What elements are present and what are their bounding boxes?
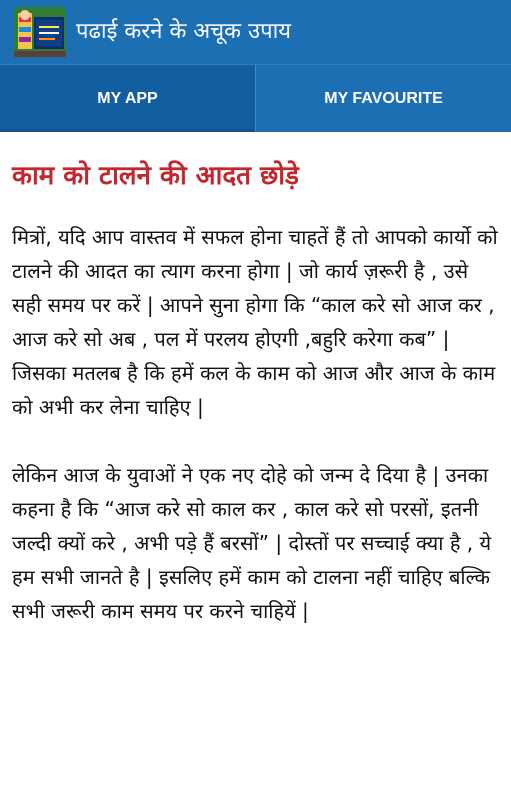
app-bar [0,0,511,64]
app-title: पढाई करने के अचूक उपाय [76,19,292,44]
article-content [0,132,511,800]
tab-bar [0,64,511,132]
article-paragraph: लेकिन आज के युवाओं ने एक नए दोहे को जन्म दे दिया है | उनका कहना है कि “आज करे सो काल कर , काल करे सो परसों, इतनी जल्दी क्यों करे , अभी पड़े हैं बरसों” | दोस्तों पर सच्चाई क्या है , ये हम सभी जानते है | इसलिए हमें काम को टालना नहीं चाहिए बल्कि सभी जरूरी काम समय पर करने चाहियें | [12,462,492,623]
book-stack-app-icon[interactable] [14,7,66,57]
tab-my-favourite[interactable]: MY FAVOURITE [255,65,511,132]
tab-my-app[interactable]: MY APP [0,65,255,132]
article-heading: काम को टालने की आदत छोड़े [12,161,299,191]
article-paragraph: मित्रों, यदि आप वास्तव में सफल होना चाहतें हैं तो आपको कार्यो को टालने की आदत का त्याग करना होगा | जो कार्य ज़रूरी है , उसे सही समय पर करें | आपने सुना होगा कि “काल करे सो आज कर , आज करे सो अब , पल में परलय होएगी ,बहुरि करेगा कब” | जिसका मतलब है कि हमें कल के काम को आज और आज के काम को अभी कर लेना चाहिए | [12,224,498,419]
